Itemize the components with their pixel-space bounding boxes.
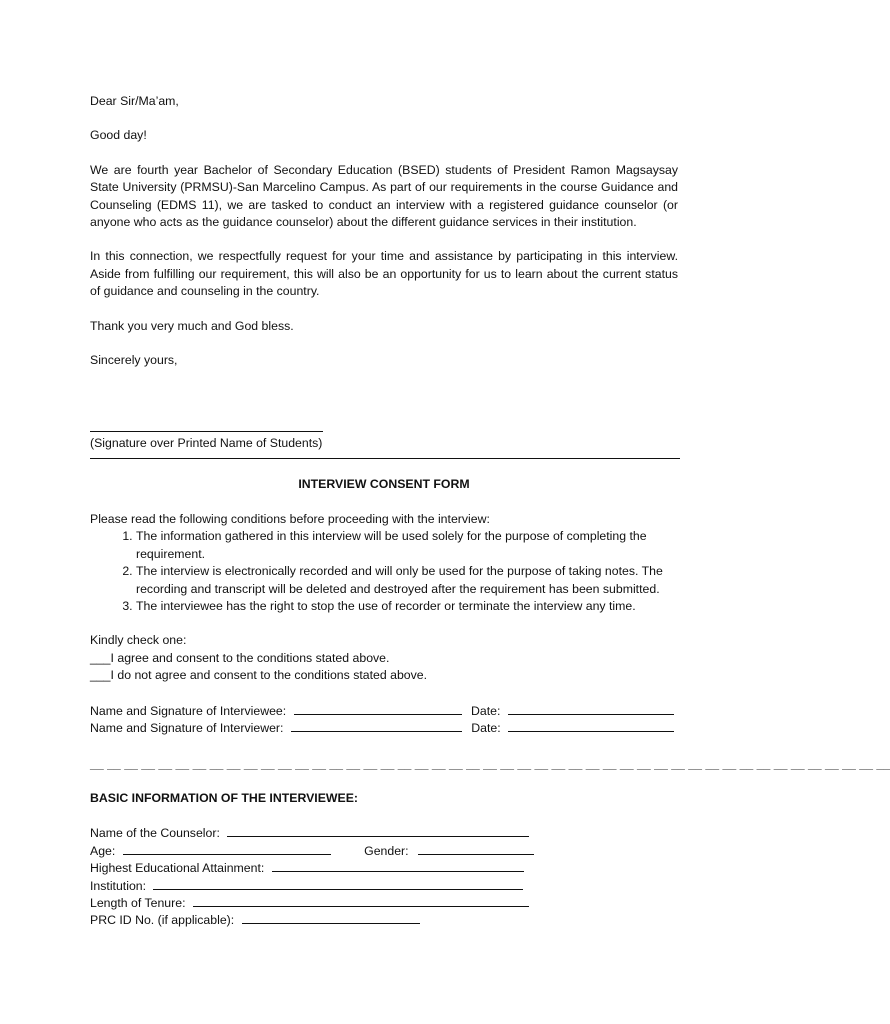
condition-item: 2. The interview is electronically recorded and will only be used for the purpose of taking notes. The recording and transcript will be deleted and destroyed after the requirement has been submitted. bbox=[136, 563, 678, 598]
salutation: Dear Sir/Ma’am, bbox=[90, 94, 179, 108]
counselor-field[interactable] bbox=[227, 824, 529, 837]
interviewer-date-label: Date: bbox=[471, 721, 501, 736]
consent-form bbox=[90, 511, 678, 736]
dashed-separator: __ __ __ __ __ __ __ __ __ __ __ __ __ __ __ __ __ __ __ __ __ __ __ __ __ __ __ __ __ __ __ __ __ __ __ __ __ __ __ __ __ __ __ __ __ __ __ bbox=[90, 757, 890, 771]
prc-row bbox=[90, 911, 678, 928]
consent-form-title: INTERVIEW CONSENT FORM bbox=[298, 477, 470, 491]
letter-paragraph-2: In this connection, we respectfully request for your time and assistance by participating in this interview. Aside from fulfilling our requirement, this will also be an opportunity for us to learn about the current status of guidance and counseling in the country. bbox=[90, 249, 678, 299]
interviewee-date-field[interactable] bbox=[508, 702, 674, 715]
greeting: Good day! bbox=[90, 128, 147, 143]
signature-caption: (Signature over Printed Name of Students) bbox=[90, 436, 323, 450]
interviewee-date-label: Date: bbox=[471, 703, 501, 718]
institution-field[interactable] bbox=[153, 877, 523, 890]
institution-label: Institution: bbox=[90, 878, 147, 893]
condition-item: 3. The interviewee has the right to stop the use of recorder or terminate the interview any time. bbox=[136, 598, 678, 615]
interviewer-signature-field[interactable] bbox=[291, 719, 462, 732]
interviewer-label: Name and Signature of Interviewer: bbox=[90, 721, 284, 736]
condition-item: 1. The information gathered in this interview will be used solely for the purpose of completing the requirement. bbox=[136, 528, 678, 563]
age-gender-row bbox=[90, 842, 678, 859]
option-agree[interactable]: ___I agree and consent to the conditions stated above. bbox=[90, 650, 390, 665]
closing-line: Sincerely yours, bbox=[90, 353, 178, 368]
interviewer-signature-row bbox=[90, 719, 678, 736]
tenure-row bbox=[90, 894, 678, 911]
tenure-field[interactable] bbox=[193, 894, 529, 907]
basic-info-section bbox=[90, 790, 678, 929]
education-label: Highest Educational Attainment: bbox=[90, 861, 265, 876]
letter-paragraph-1: We are fourth year Bachelor of Secondary Education (BSED) students of President Ramon Magsaysay State University (PRMSU)-San Marcelino Campus. As part of our requirements in the course Guidance and Counseling (EDMS 11), we are tasked to conduct an interview with a registered guidance counselor (or anyone who acts as the guidance counselor) about the different guidance services in their institution. bbox=[90, 162, 678, 230]
gender-field[interactable] bbox=[418, 842, 534, 855]
tenure-label: Length of Tenure: bbox=[90, 895, 186, 910]
age-field[interactable] bbox=[123, 842, 331, 855]
education-row bbox=[90, 859, 678, 876]
signature-line bbox=[90, 430, 323, 432]
education-field[interactable] bbox=[272, 859, 524, 872]
basic-info-title: BASIC INFORMATION OF THE INTERVIEWEE: bbox=[90, 791, 359, 805]
gender-label: Gender: bbox=[364, 843, 409, 858]
thanks-line: Thank you very much and God bless. bbox=[90, 318, 294, 333]
counselor-label: Name of the Counselor: bbox=[90, 826, 220, 841]
interviewer-date-field[interactable] bbox=[508, 719, 674, 732]
counselor-row bbox=[90, 824, 678, 841]
institution-row bbox=[90, 877, 678, 894]
interviewee-signature-row bbox=[90, 702, 678, 719]
consent-intro: Please read the following conditions before proceeding with the interview: bbox=[90, 512, 490, 526]
interviewee-signature-field[interactable] bbox=[294, 702, 462, 715]
student-signature-block bbox=[90, 420, 678, 452]
check-prompt: Kindly check one: bbox=[90, 633, 187, 648]
age-label: Age: bbox=[90, 843, 116, 858]
interviewee-label: Name and Signature of Interviewee: bbox=[90, 703, 287, 718]
conditions-list bbox=[90, 528, 678, 615]
prc-field[interactable] bbox=[242, 911, 420, 924]
option-disagree[interactable]: ___I do not agree and consent to the conditions stated above. bbox=[90, 668, 428, 683]
section-divider bbox=[90, 458, 680, 459]
letter bbox=[90, 93, 678, 369]
prc-label: PRC ID No. (if applicable): bbox=[90, 913, 235, 928]
